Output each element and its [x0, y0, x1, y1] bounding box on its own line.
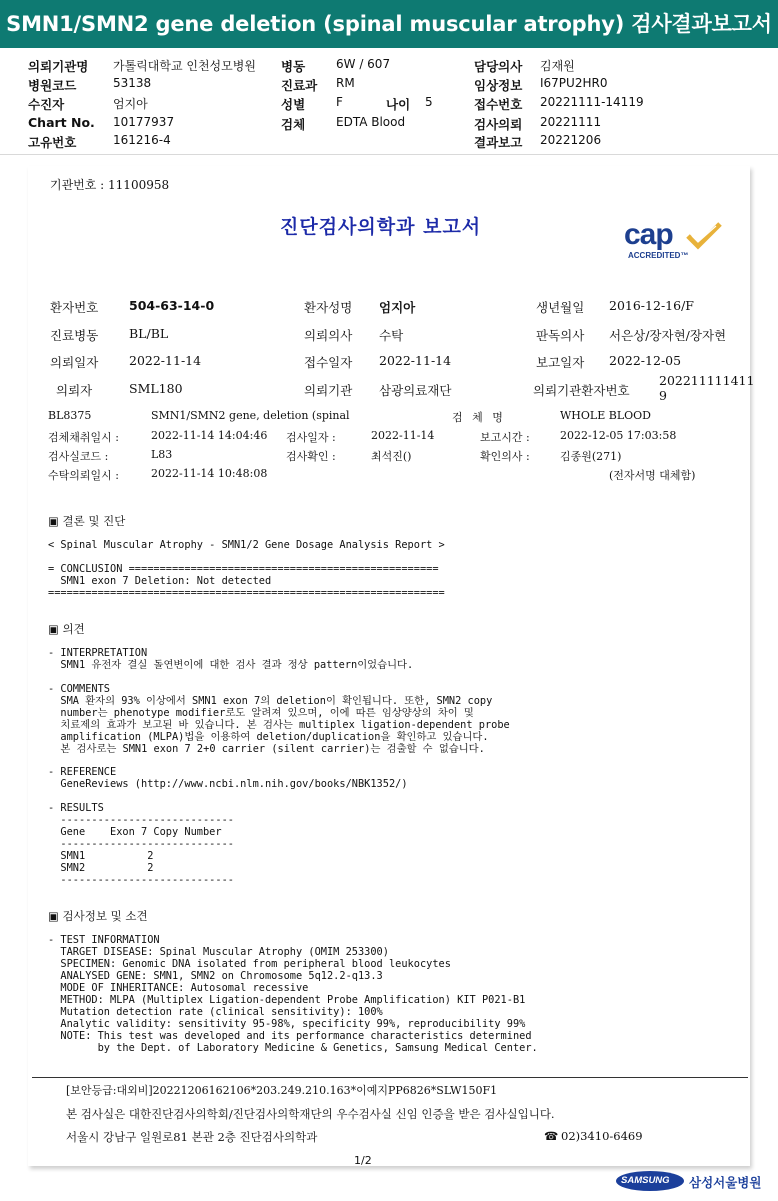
- specimen-value: WHOLE BLOOD: [560, 409, 651, 422]
- test-info-line: Analytic validity: sensitivity 95-98%, specificity 99%, reproducibility 99%: [48, 1018, 526, 1030]
- hospital-name: 삼성서울병원: [689, 1175, 762, 1190]
- patient-value: 수탁: [379, 328, 404, 343]
- conclusion-block: [48, 563, 648, 599]
- conclusion-line: ================================================================: [48, 587, 445, 599]
- results-row: SMN2 2: [48, 862, 154, 874]
- patient-value: SML180: [129, 381, 183, 396]
- test-info-line: by the Dept. of Laboratory Medicine & Genetics, Samsung Medical Center.: [48, 1042, 538, 1054]
- header-key: 나이: [386, 97, 411, 112]
- report-sheet: [28, 166, 755, 1166]
- test-info-line: NOTE: This test was developed and its performance characteristics determined: [48, 1030, 532, 1042]
- security-line: [보안등급:대외비]20221206162106*203.249.210.163*이예지PP6826*SLW150F1: [66, 1084, 498, 1097]
- test-info-line: METHOD: MLPA (Multiplex Ligation-dependent Probe Amplification) KIT P021-B1: [48, 994, 526, 1006]
- patient-value: 2022-12-05: [609, 353, 682, 368]
- comments-line: SMA 환자의 93% 이상에서 SMN1 exon 7의 deletion이 확인됩니다. 또한, SMN2 copy: [48, 695, 493, 707]
- header-value: 53138: [113, 76, 152, 90]
- detail-key: 검사확인 :: [286, 450, 336, 463]
- patient-value: 2022-11-14: [379, 353, 452, 368]
- comments-line: amplification (MLPA)법을 이용하여 deletion/duplication을 확인하고 있습니다.: [48, 731, 489, 743]
- interpretation-line: SMN1 유전자 결실 돌연변이에 대한 검사 결과 정상 pattern이었습니다.: [48, 659, 414, 671]
- detail-value: 2022-11-14: [371, 429, 435, 442]
- phone-icon: ☎: [544, 1129, 559, 1143]
- cap-accredited-logo: [624, 218, 724, 268]
- cap-checkmark-icon: [686, 220, 722, 250]
- patient-key: 생년월일: [536, 300, 585, 315]
- results-line: ----------------------------: [48, 838, 234, 850]
- header-value: RM: [336, 76, 355, 90]
- patient-value: BL/BL: [129, 326, 169, 341]
- header-key: 검사의뢰: [474, 117, 523, 132]
- header-key: 성별: [281, 97, 306, 112]
- header-value: 5: [425, 95, 433, 109]
- detail-value: 2022-12-05 17:03:58: [560, 429, 677, 442]
- interpretation-block: [48, 647, 413, 671]
- report-banner-title: SMN1/SMN2 gene deletion (spinal muscular atrophy) 검사결과보고서: [0, 0, 778, 48]
- header-value: 20221111-14119: [540, 95, 644, 109]
- header-key: 병동: [281, 59, 306, 74]
- patient-value: 2016-12-16/F: [609, 298, 694, 313]
- header-value: EDTA Blood: [336, 115, 406, 129]
- section-heading: ▣ 의견: [48, 622, 85, 636]
- detail-key: 확인의사 :: [480, 450, 530, 463]
- header-key: 의뢰기관명: [28, 59, 89, 74]
- header-key: 검체: [281, 117, 306, 132]
- header-key: 수진자: [28, 97, 65, 112]
- patient-key: 보고일자: [536, 355, 585, 370]
- patient-value-cont: 9: [659, 388, 667, 403]
- header-value: 161216-4: [113, 133, 171, 147]
- section-heading: ▣ 결론 및 진단: [48, 514, 126, 528]
- results-header: Gene Exon 7 Copy Number: [48, 826, 222, 838]
- results-line: ----------------------------: [48, 874, 234, 886]
- cap-logo-text: cap: [624, 218, 673, 251]
- header-divider: [0, 154, 778, 155]
- patient-key: 접수일자: [304, 355, 353, 370]
- patient-value: 2022-11-14: [129, 353, 202, 368]
- header-key: Chart No.: [28, 115, 95, 130]
- detail-value: 2022-11-14 10:48:08: [151, 467, 268, 480]
- patient-name: 엄지아: [379, 300, 416, 315]
- detail-key: 수탁의뢰일시 :: [48, 469, 119, 482]
- results-table: [48, 802, 234, 886]
- header-key: 담당의사: [474, 59, 523, 74]
- lab-address: 서울시 강남구 일원로81 본관 2층 진단검사의학과: [66, 1130, 318, 1144]
- header-value: 6W / 607: [336, 57, 391, 71]
- test-information-block: [48, 934, 538, 1054]
- header-value: 가톨릭대학교 인천성모병원: [113, 59, 256, 73]
- patient-key: 의뢰자: [56, 383, 93, 398]
- header-key: 고유번호: [28, 135, 77, 150]
- patient-key: 의뢰기관환자번호: [533, 383, 630, 398]
- institution-number: 기관번호 : 11100958: [50, 178, 170, 192]
- patient-key: 의뢰일자: [50, 355, 99, 370]
- header-key: 병원코드: [28, 78, 77, 93]
- footer-divider: [32, 1077, 748, 1078]
- cap-logo-subtext: ACCREDITED™: [628, 251, 689, 260]
- header-value: I67PU2HR0: [540, 76, 608, 90]
- conclusion-line: = CONCLUSION ==================================================: [48, 563, 439, 575]
- patient-value: 서은상/장자현/장자현: [609, 328, 727, 343]
- detail-value: L83: [151, 448, 173, 461]
- detail-value: 최석진(): [371, 450, 412, 463]
- test-name: SMN1/SMN2 gene, deletion (spinal: [151, 409, 350, 422]
- header-value: 10177937: [113, 115, 175, 129]
- header-value: 20221111: [540, 115, 602, 129]
- lab-phone: 02)3410-6469: [561, 1129, 643, 1143]
- header-value: 김재원: [540, 59, 575, 73]
- patient-number: 504-63-14-0: [129, 298, 215, 313]
- header-key: 임상정보: [474, 78, 523, 93]
- test-info-line: MODE OF INHERITANCE: Autosomal recessive: [48, 982, 309, 994]
- certification-text: 본 검사실은 대한진단검사의학회/진단검사의학재단의 우수검사실 신임 인증을 받은 검사실입니다.: [66, 1107, 555, 1121]
- header-key: 진료과: [281, 78, 318, 93]
- reference-block: [48, 766, 408, 790]
- conclusion-line: SMN1 exon 7 Deletion: Not detected: [48, 575, 272, 587]
- test-info-line: ANALYSED GENE: SMN1, SMN2 on Chromosome 5q12.2-q13.3: [48, 970, 383, 982]
- results-row: SMN1 2: [48, 850, 154, 862]
- detail-key: 검사실코드 :: [48, 450, 109, 463]
- esign-note: (전자서명 대체함): [609, 469, 696, 482]
- header-key: 결과보고: [474, 135, 523, 150]
- test-info-line: Mutation detection rate (clinical sensitivity): 100%: [48, 1006, 383, 1018]
- analysis-title: < Spinal Muscular Atrophy - SMN1/2 Gene Dosage Analysis Report >: [48, 539, 445, 551]
- comments-block: [48, 683, 510, 755]
- patient-key: 의뢰기관: [304, 383, 353, 398]
- patient-value: 202211111411: [659, 373, 755, 388]
- specimen-label: 검 체 명: [452, 411, 506, 424]
- samsung-hospital-logo: [616, 1168, 762, 1194]
- interpretation-line: - INTERPRETATION: [48, 647, 148, 659]
- comments-line: 본 검사로는 SMN1 exon 7 2+0 carrier (silent carrier)는 검출할 수 없습니다.: [48, 743, 485, 755]
- comments-line: number는 phenotype modifier로도 알려져 있으며, 이에 따른 임상양상의 차이 및: [48, 707, 474, 719]
- report-title: 진단검사의학과 보고서: [280, 216, 482, 238]
- samsung-brand: SAMSUNG: [621, 1175, 670, 1186]
- detail-key: 검체채취일시 :: [48, 431, 119, 444]
- patient-key: 환자성명: [304, 300, 353, 315]
- reference-line: - REFERENCE: [48, 766, 117, 778]
- page-number: 1/2: [354, 1154, 372, 1167]
- header-value: 20221206: [540, 133, 602, 147]
- test-info-line: TARGET DISEASE: Spinal Muscular Atrophy (OMIM 253300): [48, 946, 389, 958]
- header-value: 엄지아: [113, 97, 148, 111]
- patient-key: 환자번호: [50, 300, 99, 315]
- test-info-line: - TEST INFORMATION: [48, 934, 160, 946]
- detail-value: 김종원(271): [560, 450, 622, 463]
- comments-line: - COMMENTS: [48, 683, 110, 695]
- section-heading: ▣ 검사정보 및 소견: [48, 909, 148, 923]
- patient-value: 삼광의료재단: [379, 383, 452, 398]
- reference-line: GeneReviews (http://www.ncbi.nlm.nih.gov/books/NBK1352/): [48, 778, 408, 790]
- detail-key: 검사일자 :: [286, 431, 336, 444]
- patient-key: 의뢰의사: [304, 328, 353, 343]
- detail-value: 2022-11-14 14:04:46: [151, 429, 268, 442]
- test-info-line: SPECIMEN: Genomic DNA isolated from peripheral blood leukocytes: [48, 958, 451, 970]
- comments-line: 치료제의 효과가 보고된 바 있습니다. 본 검사는 multiplex ligation-dependent probe: [48, 719, 510, 731]
- header-key: 접수번호: [474, 97, 523, 112]
- header-value: F: [336, 95, 343, 109]
- results-line: - RESULTS: [48, 802, 104, 814]
- patient-key: 진료병동: [50, 328, 99, 343]
- test-code: BL8375: [48, 409, 92, 422]
- patient-key: 판독의사: [536, 328, 585, 343]
- results-line: ----------------------------: [48, 814, 234, 826]
- detail-key: 보고시간 :: [480, 431, 530, 444]
